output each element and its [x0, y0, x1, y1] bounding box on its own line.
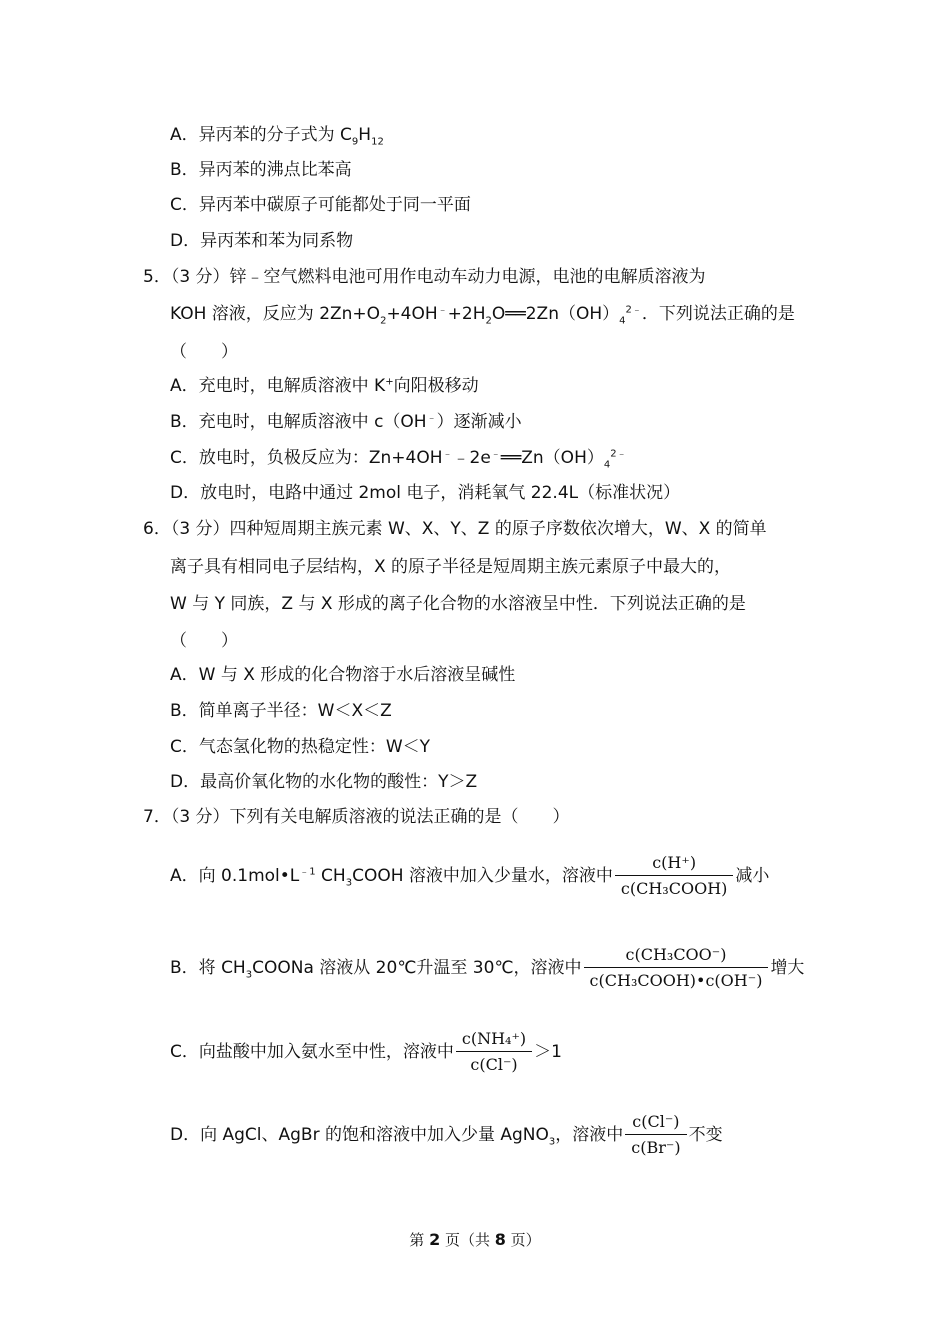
q6-answer-paren: （ ）: [170, 631, 238, 651]
q5-stem-line1: 5．（3 分）锌﹣空气燃料电池可用作电动车动力电源，电池的电解质溶液为: [143, 267, 706, 287]
page-total: 8: [494, 1230, 506, 1249]
q7-d-fraction: $\frac{c(Cl^-)}{c(Br^-)}$: [625, 1111, 686, 1159]
q7-c-fraction: $\frac{\text{c(NH₄⁺)}}{c(Cl^-)}$: [456, 1028, 532, 1076]
q6-option-c: C．气态氢化物的热稳定性：W＜Y: [170, 737, 431, 757]
q6-stem-line2: 离子具有相同电子层结构，X 的原子半径是短周期主族元素原子中最大的，: [170, 557, 732, 577]
q6-option-d: D．最高价氧化物的水化物的酸性：Y＞Z: [170, 772, 478, 792]
q6-option-b: B．简单离子半径：W＜X＜Z: [170, 701, 392, 721]
q7-stem: 7．（3 分）下列有关电解质溶液的说法正确的是（ ）: [143, 807, 570, 827]
q6-option-a: A．W 与 X 形成的化合物溶于水后溶液呈碱性: [170, 665, 516, 685]
q5-option-b: B．充电时，电解质溶液中 c（OH﹣）逐渐减小: [170, 412, 522, 432]
q4-option-c: C．异丙苯中碳原子可能都处于同一平面: [170, 195, 471, 215]
q4-option-a: A．异丙苯的分子式为 $C_9H_{12}$: [170, 125, 384, 148]
q4-option-b: B．异丙苯的沸点比苯高: [170, 160, 352, 180]
q7-option-c: C．向盐酸中加入氨水至中性，溶液中 $\frac{\text{c(NH₄⁺)}}{c(Cl^-)}$ ＞1: [170, 1029, 562, 1074]
q7-option-a: A．向 $0.1mol•L^{﹣1}$ $CH_3COOH$ 溶液中加入少量水，溶液中 $\frac{c(H^+)}{\text{c(CH₃COOH)}}$ 减小: [170, 853, 770, 898]
q7-option-b: B．将 $CH_3COONa$ 溶液从 20℃升温至 30℃，溶液中 $\frac{\text{c(CH₃COO⁻)}}{\text{c(CH₃COOH)•c(OH⁻)}}$ 增大: [170, 945, 805, 990]
q5-answer-paren: （ ）: [170, 342, 238, 362]
page-footer: 第 2 页（共 8 页）: [409, 1230, 541, 1249]
q4-option-d: D．异丙苯和苯为同系物: [170, 231, 354, 251]
q7-a-fraction: $\frac{c(H^+)}{\text{c(CH₃COOH)}}$: [615, 852, 733, 900]
q5-option-c: C．放电时，负极反应为：$Zn+4OH^﹣﹣2e^﹣══Zn(OH)_4^{2﹣}$: [170, 448, 627, 471]
q5-option-a: A．充电时，电解质溶液中 K+向阳极移动: [170, 376, 479, 396]
q7-b-fraction: $\frac{\text{c(CH₃COO⁻)}}{\text{c(CH₃COOH)•c(OH⁻)}}$: [584, 944, 769, 992]
q5-option-d: D．放电时，电路中通过 2mol 电子，消耗氧气 22.4L（标准状况）: [170, 483, 681, 503]
q7-option-d: D．向 AgCl、AgBr 的饱和溶液中加入少量 AgNO$_3$，溶液中 $\frac{c(Cl^-)}{c(Br^-)}$ 不变: [170, 1112, 723, 1157]
page-number: 2: [429, 1230, 441, 1249]
q6-stem-line3: W 与 Y 同族，Z 与 X 形成的离子化合物的水溶液呈中性．下列说法正确的是: [170, 594, 746, 614]
q6-stem-line1: 6．（3 分）四种短周期主族元素 W、X、Y、Z 的原子序数依次增大，W、X 的简单: [143, 519, 767, 539]
q5-stem-line2: KOH 溶液，反应为 $2Zn+O_2+4OH^﹣+2H_2O══2Zn(OH)_4^{2﹣}$．下列说法正确的是: [170, 304, 795, 327]
